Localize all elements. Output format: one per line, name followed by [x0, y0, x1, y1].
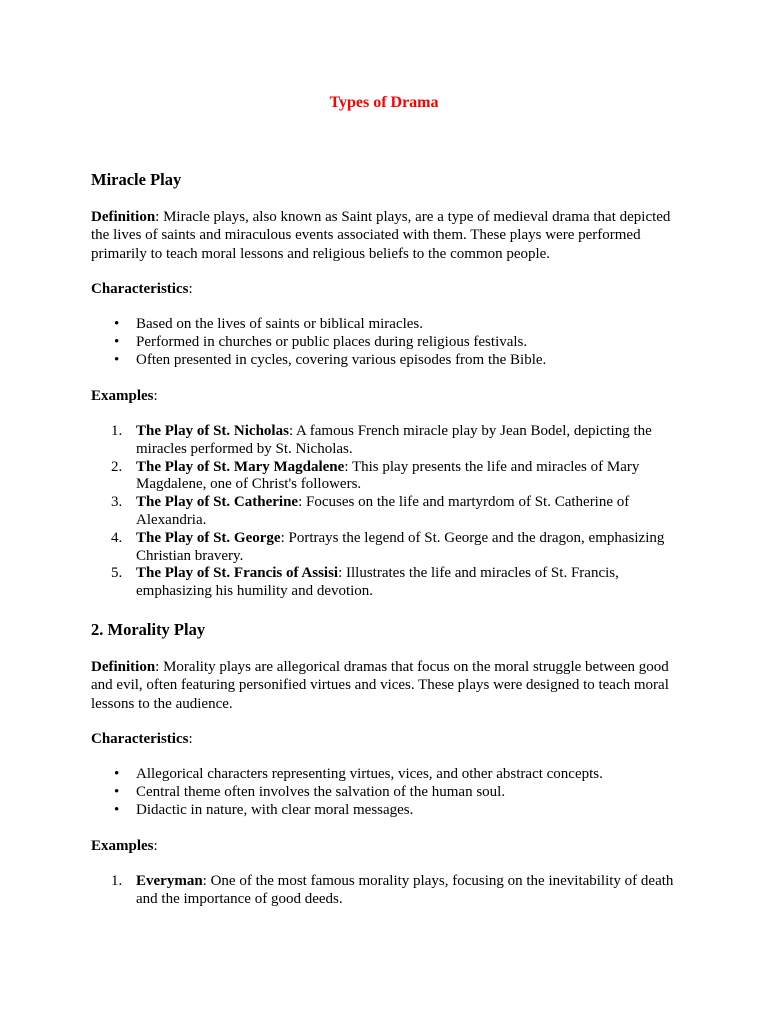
characteristics-label-line — [91, 730, 193, 748]
definition-text: : Morality plays are allegorical dramas that focus on the moral struggle between good and evil, often featuring personified virtues and vices. These plays were designed to teach moral lessons to the audience. — [91, 659, 669, 712]
characteristics-label: Characteristics — [91, 281, 189, 297]
examples-label: Examples — [91, 388, 154, 404]
definition-label: Definition — [91, 209, 156, 225]
examples-list — [91, 873, 691, 909]
list-number: 1. — [111, 873, 123, 889]
list-number: 1. — [111, 423, 123, 439]
example-name: The Play of St. George — [136, 529, 281, 546]
example-description: : One of the most famous morality plays, focusing on the inevitability of death and the importance of good deeds. — [136, 873, 674, 907]
list-item — [91, 423, 691, 459]
definition-paragraph — [91, 208, 691, 263]
list-item — [91, 530, 691, 566]
definition-text: : Miracle plays, also known as Saint plays, are a type of medieval drama that depicted the lives of saints and miraculous events associated with them. These plays were performed primarily to teach moral lessons and religious beliefs to the common people. — [91, 209, 671, 262]
examples-label-line — [91, 837, 158, 855]
example-description: : Illustrates the life and miracles of St. Francis, emphasizing his humility and devotion. — [136, 565, 619, 600]
list-item — [91, 565, 691, 601]
example-name: The Play of St. Nicholas — [136, 423, 289, 439]
characteristics-colon: : — [188, 281, 193, 297]
definition-label: Definition — [91, 659, 156, 675]
example-description: : Portrays the legend of St. George and the dragon, emphasizing Christian bravery. — [136, 529, 665, 564]
list-item: • Central theme often involves the salvation of the human soul. — [91, 783, 691, 801]
list-item: • Allegorical characters representing virtues, vices, and other abstract concepts. — [91, 765, 691, 783]
examples-colon: : — [153, 838, 158, 854]
characteristics-colon: : — [188, 731, 193, 747]
section-heading-miracle-play: Miracle Play — [91, 170, 182, 189]
list-item: • Performed in churches or public places during religious festivals. — [91, 333, 691, 351]
list-item: • Often presented in cycles, covering various episodes from the Bible. — [91, 351, 691, 369]
list-number: 2. — [111, 458, 123, 475]
list-item — [91, 873, 691, 909]
examples-colon: : — [153, 388, 158, 404]
characteristics-list — [91, 315, 691, 369]
example-description: : Focuses on the life and martyrdom of St. Catherine of Alexandria. — [136, 494, 630, 528]
examples-label-line — [91, 387, 158, 405]
characteristics-list — [91, 765, 691, 819]
section-heading-morality-play: 2. Morality Play — [91, 620, 206, 639]
example-name: The Play of St. Mary Magdalene — [136, 458, 345, 475]
list-item — [91, 459, 691, 495]
example-name: The Play of St. Catherine — [136, 494, 299, 511]
characteristics-label: Characteristics — [91, 731, 189, 747]
example-description: : A famous French miracle play by Jean Bodel, depicting the miracles performed by St. Nicholas. — [136, 423, 652, 457]
list-number: 3. — [111, 494, 123, 511]
list-item: • Didactic in nature, with clear moral messages. — [91, 801, 691, 819]
example-name: The Play of St. Francis of Assisi — [136, 565, 339, 582]
example-description: : This play presents the life and miracles of Mary Magdalene, one of Christ's followers. — [136, 458, 640, 493]
list-item: • Based on the lives of saints or biblical miracles. — [91, 315, 691, 333]
example-name: Everyman — [136, 873, 203, 889]
list-item — [91, 494, 691, 530]
examples-label: Examples — [91, 838, 154, 854]
characteristics-label-line — [91, 280, 193, 298]
definition-paragraph — [91, 658, 691, 713]
document-title: Types of Drama — [329, 94, 439, 111]
examples-list — [91, 423, 691, 601]
list-number: 5. — [111, 565, 123, 582]
list-number: 4. — [111, 529, 123, 546]
